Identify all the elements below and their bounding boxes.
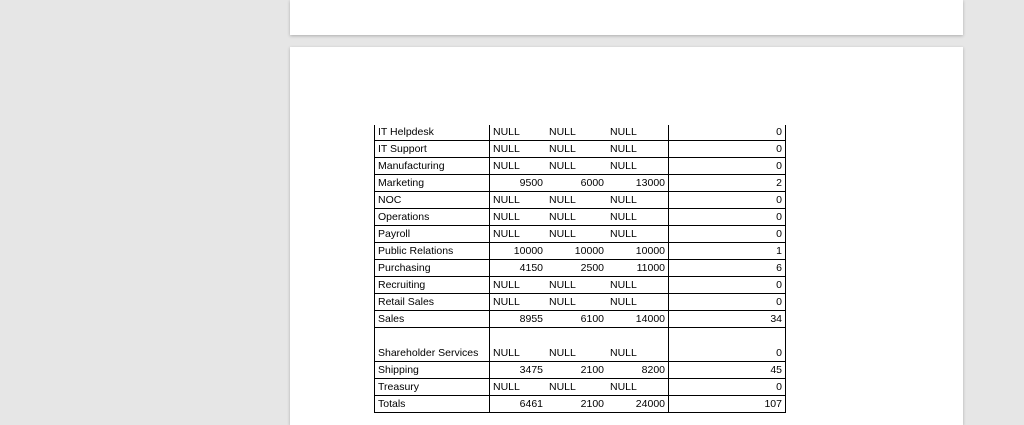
table-row xyxy=(375,192,786,209)
value-cell-c3: NULL xyxy=(607,192,669,209)
value-cell-c2: NULL xyxy=(546,328,607,362)
department-name-cell: Shareholder Services xyxy=(375,328,490,362)
value-cell-c2: NULL xyxy=(546,277,607,294)
value-cell-c2: NULL xyxy=(546,294,607,311)
value-cell-c2: NULL xyxy=(546,158,607,175)
value-cell-c1: 10000 xyxy=(490,243,547,260)
value-cell-c3: NULL xyxy=(607,277,669,294)
department-name-cell: Retail Sales xyxy=(375,294,490,311)
value-cell-c3: 14000 xyxy=(607,311,669,328)
table-row xyxy=(375,311,786,328)
value-cell-c4: 0 xyxy=(669,192,786,209)
value-cell-c3: 24000 xyxy=(607,396,669,413)
value-cell-c1: 4150 xyxy=(490,260,547,277)
value-cell-c4: 0 xyxy=(669,277,786,294)
value-cell-c2: NULL xyxy=(546,209,607,226)
department-salary-table xyxy=(374,125,786,413)
document-page xyxy=(290,47,963,425)
value-cell-c3: NULL xyxy=(607,125,669,141)
value-cell-c2: 2100 xyxy=(546,362,607,379)
value-cell-c1: NULL xyxy=(490,192,547,209)
value-cell-c1: 8955 xyxy=(490,311,547,328)
value-cell-c3: 11000 xyxy=(607,260,669,277)
value-cell-c1: NULL xyxy=(490,328,547,362)
value-cell-c1: NULL xyxy=(490,158,547,175)
value-cell-c2: NULL xyxy=(546,226,607,243)
previous-page xyxy=(290,0,963,35)
table-row xyxy=(375,141,786,158)
department-name-cell: Recruiting xyxy=(375,277,490,294)
value-cell-c1: 9500 xyxy=(490,175,547,192)
value-cell-c2: NULL xyxy=(546,141,607,158)
department-name-cell: IT Helpdesk xyxy=(375,125,490,141)
table-row xyxy=(375,209,786,226)
value-cell-c3: NULL xyxy=(607,141,669,158)
value-cell-c3: NULL xyxy=(607,209,669,226)
value-cell-c1: NULL xyxy=(490,125,547,141)
value-cell-c1: 6461 xyxy=(490,396,547,413)
value-cell-c4: 107 xyxy=(669,396,786,413)
table-row xyxy=(375,125,786,141)
table-row xyxy=(375,328,786,362)
value-cell-c2: NULL xyxy=(546,379,607,396)
department-name-cell: Shipping xyxy=(375,362,490,379)
value-cell-c3: NULL xyxy=(607,328,669,362)
value-cell-c4: 1 xyxy=(669,243,786,260)
value-cell-c3: 10000 xyxy=(607,243,669,260)
value-cell-c2: 6100 xyxy=(546,311,607,328)
value-cell-c1: NULL xyxy=(490,277,547,294)
department-name-cell: Treasury xyxy=(375,379,490,396)
department-name-cell: Payroll xyxy=(375,226,490,243)
value-cell-c2: 6000 xyxy=(546,175,607,192)
value-cell-c2: NULL xyxy=(546,192,607,209)
table-row xyxy=(375,379,786,396)
department-name-cell: Manufacturing xyxy=(375,158,490,175)
value-cell-c2: NULL xyxy=(546,125,607,141)
department-name-cell: Public Relations xyxy=(375,243,490,260)
value-cell-c4: 2 xyxy=(669,175,786,192)
value-cell-c1: 3475 xyxy=(490,362,547,379)
value-cell-c3: NULL xyxy=(607,294,669,311)
value-cell-c4: 0 xyxy=(669,209,786,226)
department-name-cell: Operations xyxy=(375,209,490,226)
value-cell-c2: 10000 xyxy=(546,243,607,260)
department-name-cell: Totals xyxy=(375,396,490,413)
value-cell-c4: 0 xyxy=(669,294,786,311)
value-cell-c2: 2500 xyxy=(546,260,607,277)
table-row xyxy=(375,396,786,413)
value-cell-c3: NULL xyxy=(607,379,669,396)
department-name-cell: Sales xyxy=(375,311,490,328)
value-cell-c4: 0 xyxy=(669,328,786,362)
value-cell-c4: 0 xyxy=(669,141,786,158)
value-cell-c2: 2100 xyxy=(546,396,607,413)
value-cell-c1: NULL xyxy=(490,209,547,226)
value-cell-c4: 0 xyxy=(669,226,786,243)
table-row xyxy=(375,260,786,277)
value-cell-c1: NULL xyxy=(490,294,547,311)
value-cell-c4: 0 xyxy=(669,379,786,396)
table-row xyxy=(375,243,786,260)
department-name-cell: Marketing xyxy=(375,175,490,192)
department-name-cell: Purchasing xyxy=(375,260,490,277)
table-row xyxy=(375,226,786,243)
table-row xyxy=(375,362,786,379)
value-cell-c4: 0 xyxy=(669,125,786,141)
department-name-cell: IT Support xyxy=(375,141,490,158)
value-cell-c4: 0 xyxy=(669,158,786,175)
value-cell-c3: 13000 xyxy=(607,175,669,192)
table-row xyxy=(375,294,786,311)
table-row xyxy=(375,175,786,192)
value-cell-c1: NULL xyxy=(490,141,547,158)
table-row xyxy=(375,158,786,175)
table-row xyxy=(375,277,786,294)
value-cell-c4: 6 xyxy=(669,260,786,277)
table-body xyxy=(375,125,786,413)
value-cell-c1: NULL xyxy=(490,379,547,396)
department-name-cell: NOC xyxy=(375,192,490,209)
value-cell-c4: 45 xyxy=(669,362,786,379)
value-cell-c3: 8200 xyxy=(607,362,669,379)
value-cell-c3: NULL xyxy=(607,226,669,243)
value-cell-c1: NULL xyxy=(490,226,547,243)
value-cell-c3: NULL xyxy=(607,158,669,175)
value-cell-c4: 34 xyxy=(669,311,786,328)
